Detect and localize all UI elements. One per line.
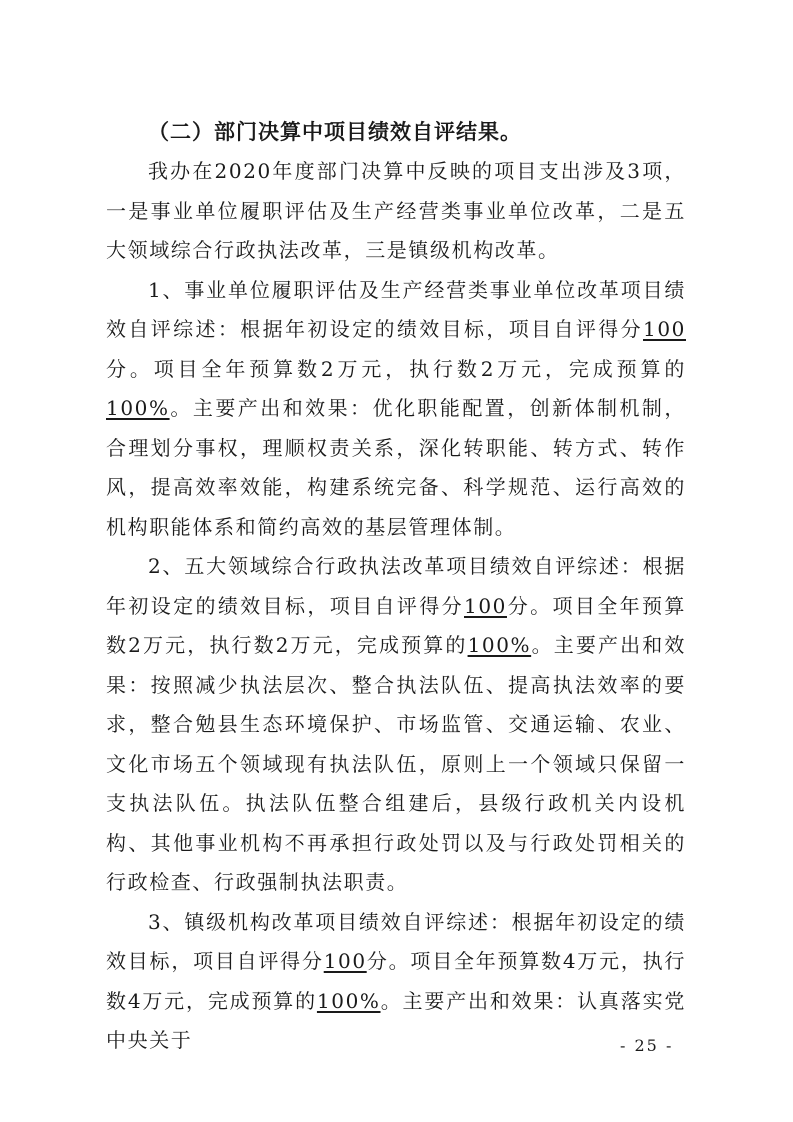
item-1-text-a: 1、事业单位履职评估及生产经营类事业单位改革项目绩效自评综述：根据年初设定的绩效目标，项目自评得分	[106, 277, 686, 341]
item-3-text-a: 3、镇级机构改革项目绩效自评综述：根据年初设定的绩效目标，项目自评得分	[106, 909, 686, 973]
item-2-text-a: 2、五大领域综合行政执法改革项目绩效自评综述：根据年初设定的绩效目标，项目自评得分	[106, 554, 686, 618]
item-3-text-b: 分。项目全年预算数4万元，执行数4万元，完成预算的	[106, 949, 686, 1013]
item-3-score: 100	[323, 949, 367, 973]
item-1-paragraph	[106, 271, 686, 548]
item-1-text-c: 。主要产出和效果：优化职能配置，创新体制机制，合理划分事权，理顺权责关系，深化转职能、转方式、转作风，提高效率效能，构建系统完备、科学规范、运行高效的机构职能体系和简约高效的基层管理体制。	[106, 396, 686, 539]
item-3-paragraph	[106, 903, 686, 1061]
item-1-score: 100	[643, 317, 686, 341]
item-1-text-b: 分。项目全年预算数2万元，执行数2万元，完成预算的	[106, 356, 686, 381]
page-content	[106, 112, 686, 1061]
item-3-text-c: 。主要产出和效果：认真落实党中央关于	[106, 988, 686, 1052]
page-number: - 25 -	[620, 1036, 674, 1055]
item-2-score: 100	[464, 593, 507, 618]
item-2-percent: 100%	[467, 633, 532, 657]
item-2-text-b: 分。项目全年预算数2万元，执行数2万元，完成预算的	[106, 593, 686, 657]
intro-paragraph: 我办在2020年度部门决算中反映的项目支出涉及3项，一是事业单位履职评估及生产经营类事业单位改革，二是五大领域综合行政执法改革，三是镇级机构改革。	[106, 159, 686, 262]
section-heading: （二）部门决算中项目绩效自评结果。	[148, 119, 522, 144]
item-2-paragraph	[106, 547, 686, 903]
item-3-percent: 100%	[316, 988, 381, 1013]
item-1-percent: 100%	[106, 396, 170, 420]
item-2-text-c: 。主要产出和效果：按照减少执法层次、整合执法队伍、提高执法效率的要求，整合勉县生态环境保护、市场监管、交通运输、农业、文化市场五个领域现有执法队伍，原则上一个领域只保留一支执法队伍。执法队伍整合组建后，县级行政机关内设机构、其他事业机构不再承担行政处罚以及与行政处罚相关的行政检查、行政强制执法职责。	[106, 633, 687, 894]
